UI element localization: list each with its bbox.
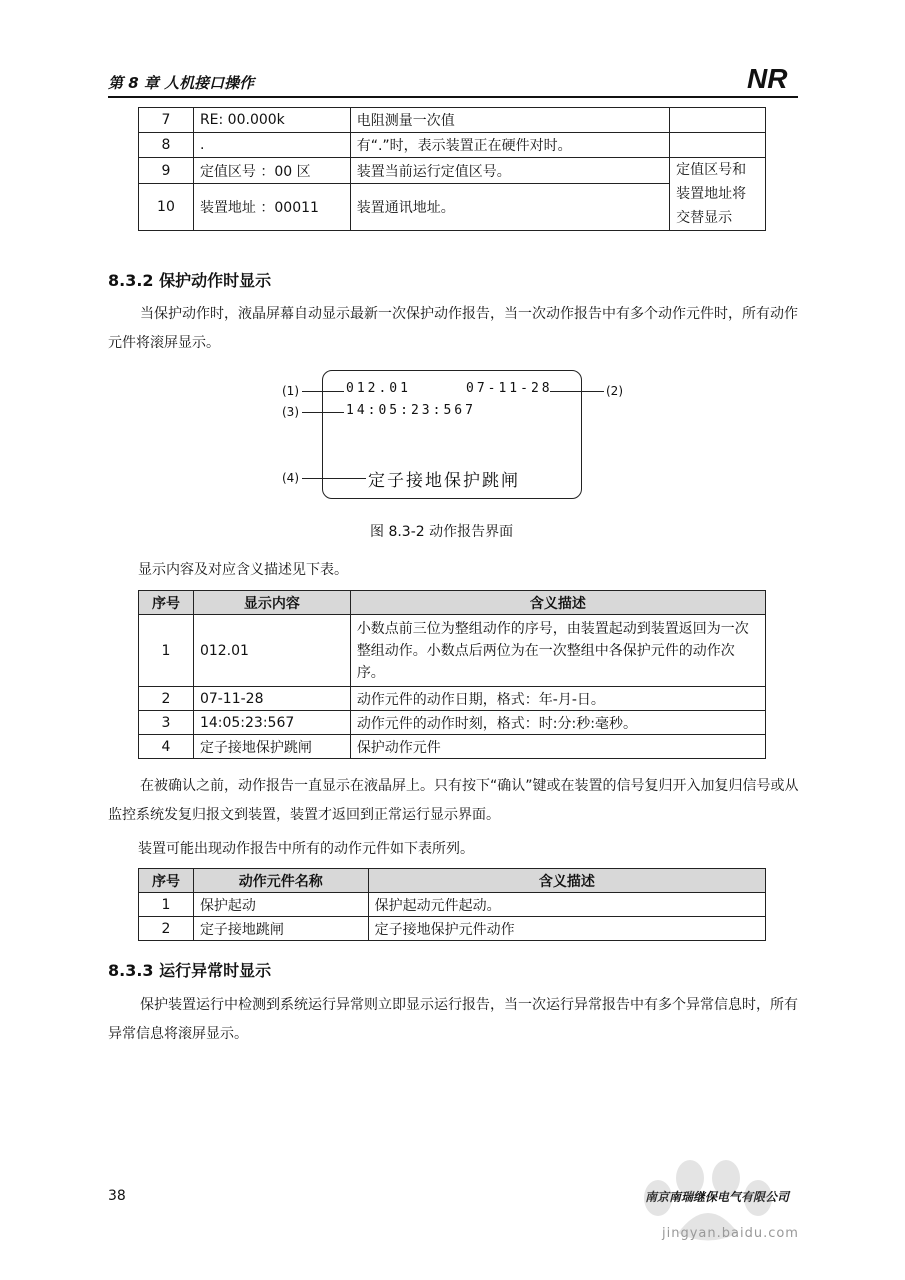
column-header: 显示内容 — [193, 591, 350, 615]
table-row — [139, 615, 766, 687]
table-cell: 保护起动 — [193, 893, 368, 917]
table-row — [139, 133, 766, 158]
table-cell: 定值区号 ：00 区 — [193, 158, 350, 184]
table-cell: 保护动作元件 — [350, 735, 765, 759]
paragraph: 在被确认之前，动作报告一直显示在液晶屏上。只有按下“确认”键或在装置的信号复归开入加复归信号或从监控系统发复归报文到装置，装置才返回到正常运行显示界面。 — [108, 778, 799, 823]
note-line: 交替显示 — [676, 210, 733, 226]
header-rule — [108, 96, 798, 98]
table-note-cell — [670, 158, 766, 231]
table-cell: 9 — [139, 158, 194, 184]
paragraph: 显示内容及对应含义描述见下表。 — [138, 562, 348, 578]
callout-4: (4) — [282, 471, 299, 485]
page-number: 38 — [108, 1188, 126, 1204]
section-heading: 8.3.2 保护动作时显示 — [108, 271, 272, 290]
table-cell: 动作元件的动作日期，格式：年-月-日。 — [350, 687, 765, 711]
continued-table — [138, 107, 766, 231]
table-cell: 2 — [139, 917, 194, 941]
table-header-row — [139, 591, 766, 615]
table-row — [139, 917, 766, 941]
paragraph: 保护装置运行中检测到系统运行异常则立即显示运行报告，当一次运行异常报告中有多个异常信息时，所有异常信息将滚屏显示。 — [108, 997, 798, 1042]
paragraph: 当保护动作时，液晶屏幕自动显示最新一次保护动作报告，当一次动作报告中有多个动作元件时，所有动作元件将滚屏显示。 — [108, 306, 798, 351]
table-row — [139, 711, 766, 735]
lcd-sequence-number: 012.01 — [346, 381, 411, 396]
table-cell: 2 — [139, 687, 194, 711]
table-cell — [670, 133, 766, 158]
table-cell: 14:05:23:567 — [193, 711, 350, 735]
lcd-element-name: 定子接地保护跳闸 — [368, 471, 520, 491]
nr-logo — [745, 62, 801, 92]
note-line: 装置地址将 — [676, 186, 747, 202]
table-cell: 定子接地保护跳闸 — [193, 735, 350, 759]
callout-3-line — [302, 412, 344, 413]
table-cell: 07-11-28 — [193, 687, 350, 711]
lcd-date: 07-11-28 — [466, 381, 553, 396]
company-name: 南京南瑞继保电气有限公司 — [645, 1190, 790, 1204]
table-cell: 动作元件的动作时刻，格式：时:分:秒:毫秒。 — [350, 711, 765, 735]
callout-3: (3) — [282, 405, 299, 419]
table-cell: 1 — [139, 893, 194, 917]
table-cell: 7 — [139, 108, 194, 133]
chapter-title: 第 8 章 人机接口操作 — [108, 74, 255, 92]
table-cell: 10 — [139, 184, 194, 231]
table-cell: 有“.”时，表示装置正在硬件对时。 — [350, 133, 669, 158]
column-header: 动作元件名称 — [193, 869, 368, 893]
table-cell: 定子接地保护元件动作 — [368, 917, 765, 941]
table-row — [139, 687, 766, 711]
figure-caption: 图 8.3-2 动作报告界面 — [370, 524, 514, 540]
column-header: 含义描述 — [350, 591, 765, 615]
column-header: 序号 — [139, 591, 194, 615]
callout-4-line — [302, 478, 366, 479]
table-cell: 装置通讯地址。 — [350, 184, 669, 231]
paragraph: 装置可能出现动作报告中所有的动作元件如下表所列。 — [138, 841, 474, 857]
table-cell: . — [193, 133, 350, 158]
table-cell: 3 — [139, 711, 194, 735]
callout-2-line — [550, 391, 604, 392]
table-row — [139, 158, 766, 184]
table-cell: 8 — [139, 133, 194, 158]
column-header: 序号 — [139, 869, 194, 893]
table-header-row — [139, 869, 766, 893]
table-row — [139, 108, 766, 133]
table-row — [139, 893, 766, 917]
table-cell: 小数点前三位为整组动作的序号，由装置起动到装置返回为一次整组动作。小数点后两位为在一次整组中各保护元件的动作次序。 — [350, 615, 765, 687]
callout-1-line — [302, 391, 344, 392]
watermark-url: jingyan.baidu.com — [662, 1226, 799, 1241]
table-cell: 012.01 — [193, 615, 350, 687]
table-cell: 1 — [139, 615, 194, 687]
table-cell — [670, 108, 766, 133]
table-cell: 装置地址 ：00011 — [193, 184, 350, 231]
section-heading: 8.3.3 运行异常时显示 — [108, 961, 272, 980]
action-element-table — [138, 868, 766, 941]
note-line: 定值区号和 — [676, 162, 747, 178]
table-cell: RE: 00.000k — [193, 108, 350, 133]
table-cell: 电阻测量一次值 — [350, 108, 669, 133]
svg-text:NR: NR — [747, 63, 788, 92]
table-cell: 定子接地跳闸 — [193, 917, 368, 941]
display-content-table — [138, 590, 766, 759]
column-header: 含义描述 — [368, 869, 765, 893]
table-row — [139, 735, 766, 759]
lcd-time: 14:05:23:567 — [346, 403, 476, 418]
callout-2: (2) — [606, 384, 623, 398]
callout-1: (1) — [282, 384, 299, 398]
table-cell: 4 — [139, 735, 194, 759]
table-cell: 保护起动元件起动。 — [368, 893, 765, 917]
table-cell: 装置当前运行定值区号。 — [350, 158, 669, 184]
